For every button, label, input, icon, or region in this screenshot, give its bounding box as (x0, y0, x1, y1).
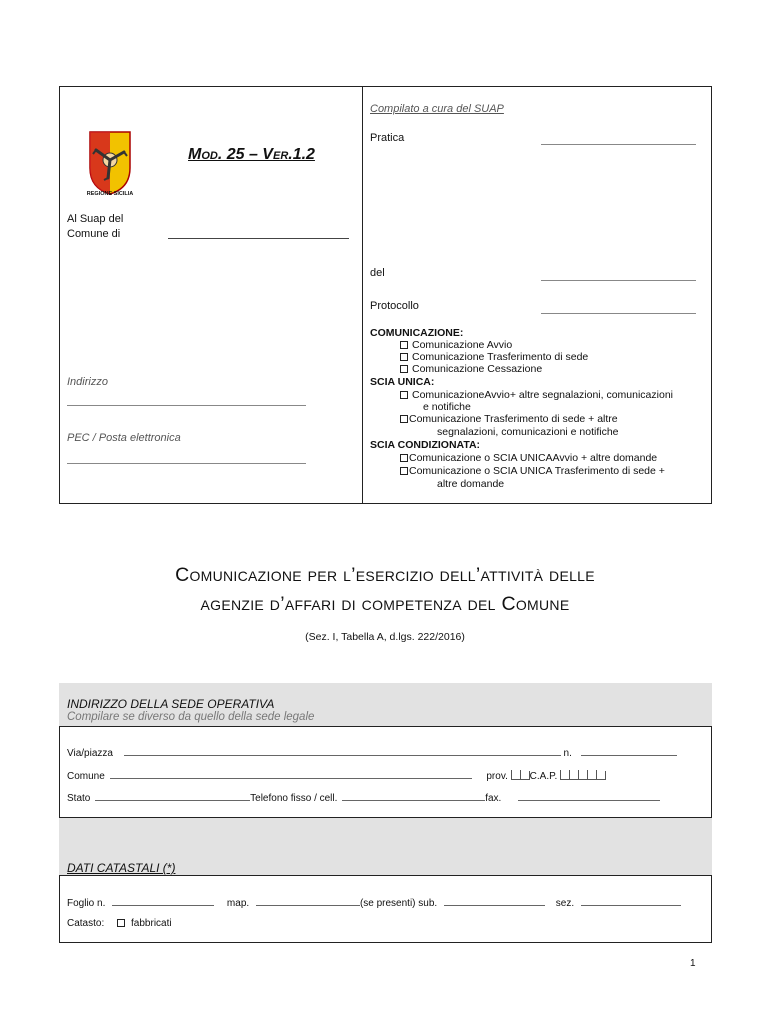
cap-input[interactable] (560, 771, 606, 782)
checkbox[interactable] (400, 467, 408, 475)
suap-label: Al Suap del (67, 213, 124, 225)
numero-input[interactable] (581, 747, 677, 756)
checkbox[interactable] (400, 365, 408, 373)
cap-label: C.A.P. (529, 771, 558, 782)
numero-label: n. (563, 748, 572, 759)
pratica-input[interactable] (541, 144, 696, 145)
comune-field-label: Comune (67, 771, 105, 782)
fabbricati-label: fabbricati (131, 918, 172, 929)
option-scia-condizionata-trasferimento[interactable] (400, 465, 665, 477)
checkbox[interactable] (400, 415, 408, 423)
option-label: Comunicazione Trasferimento di sede (412, 351, 589, 363)
comune-field-input[interactable] (110, 770, 472, 779)
option-scia-unica-avvio-cont: e notifiche (423, 401, 471, 413)
option-scia-condizionata-trasferimento-cont: altre domande (437, 478, 505, 490)
sede-heading: INDIRIZZO DELLA SEDE OPERATIVA (67, 697, 275, 711)
prov-input[interactable] (511, 771, 530, 782)
prov-label: prov. (486, 771, 508, 782)
document-title-line2: agenzie d’affari di competenza del Comune (200, 593, 570, 615)
stato-row (67, 792, 660, 804)
option-scia-unica-trasferimento[interactable] (400, 413, 618, 425)
via-label: Via/piazza (67, 748, 113, 759)
mod-title: Mod. 25 – Ver.1.2 (188, 146, 315, 163)
option-label: Comunicazione Cessazione (412, 363, 543, 375)
logo-caption: REGIONE SICILIA (86, 191, 134, 197)
del-input[interactable] (541, 280, 696, 281)
foglio-row (67, 897, 681, 909)
sede-subheading: Compilare se diverso da quello della sede legale (67, 711, 315, 723)
protocollo-input[interactable] (541, 313, 696, 314)
option-label: Comunicazione Trasferimento di sede + altre (409, 413, 618, 425)
page-number: 1 (690, 958, 696, 969)
option-scia-condizionata-avvio[interactable] (400, 452, 657, 464)
map-input[interactable] (256, 897, 360, 906)
catastali-fields-box (59, 875, 712, 943)
checkbox[interactable] (400, 353, 408, 361)
indirizzo-input[interactable] (67, 405, 306, 406)
catasto-label: Catasto: (67, 918, 105, 929)
via-row (67, 747, 677, 759)
option-label: Comunicazione Avvio (412, 339, 513, 351)
option-label: Comunicazione o SCIA UNICA Trasferimento di sede + (409, 465, 665, 477)
option-comunicazione-trasferimento[interactable] (400, 351, 588, 363)
document-title-line1: Comunicazione per l’esercizio dell’attività delle (175, 564, 595, 586)
trinacria-icon (80, 130, 140, 198)
foglio-input[interactable] (112, 897, 214, 906)
regione-sicilia-logo (80, 130, 140, 198)
fax-input[interactable] (518, 792, 660, 801)
comune-row (67, 770, 606, 782)
catastali-heading: DATI CATASTALI (*) (67, 861, 176, 875)
document-subtitle: (Sez. I, Tabella A, d.lgs. 222/2016) (305, 631, 465, 643)
stato-label: Stato (67, 793, 91, 804)
comune-label: Comune di (67, 228, 121, 240)
fabbricati-checkbox[interactable] (117, 919, 125, 927)
catasto-row (67, 918, 172, 929)
telefono-input[interactable] (342, 792, 485, 801)
sub-input[interactable] (444, 897, 545, 906)
map-label: map. (226, 898, 250, 909)
foglio-label: Foglio n. (67, 898, 106, 909)
checkbox[interactable] (400, 454, 408, 462)
suap-heading: Compilato a cura del SUAP (370, 103, 504, 115)
header-divider (362, 86, 363, 504)
checkbox[interactable] (400, 391, 408, 399)
scia-unica-heading: SCIA UNICA: (370, 376, 435, 388)
comune-input[interactable] (168, 238, 349, 239)
telefono-label: Telefono fisso / cell. (250, 793, 338, 804)
option-label: Comunicazione o SCIA UNICAAvvio + altre domande (409, 452, 658, 464)
sub-label: (se presenti) sub. (359, 898, 438, 909)
scia-condizionata-heading: SCIA CONDIZIONATA: (370, 439, 481, 451)
option-comunicazione-avvio[interactable] (400, 339, 512, 351)
option-scia-unica-avvio[interactable] (400, 389, 673, 401)
protocollo-label: Protocollo (370, 300, 419, 312)
pratica-label: Pratica (370, 132, 405, 144)
fax-label: fax. (485, 793, 502, 804)
stato-input[interactable] (95, 792, 250, 801)
del-label: del (370, 267, 385, 279)
pec-input[interactable] (67, 463, 306, 464)
option-comunicazione-cessazione[interactable] (400, 363, 542, 375)
sez-label: sez. (555, 898, 575, 909)
option-scia-unica-trasferimento-cont: segnalazioni, comunicazioni e notifiche (437, 426, 619, 438)
comunicazione-heading: COMUNICAZIONE: (370, 327, 464, 339)
checkbox[interactable] (400, 341, 408, 349)
pec-label: PEC / Posta elettronica (67, 432, 181, 444)
sez-input[interactable] (581, 897, 681, 906)
option-label: ComunicazioneAvvio+ altre segnalazioni, comunicazioni (412, 389, 673, 401)
indirizzo-label: Indirizzo (67, 376, 108, 388)
via-input[interactable] (124, 747, 561, 756)
